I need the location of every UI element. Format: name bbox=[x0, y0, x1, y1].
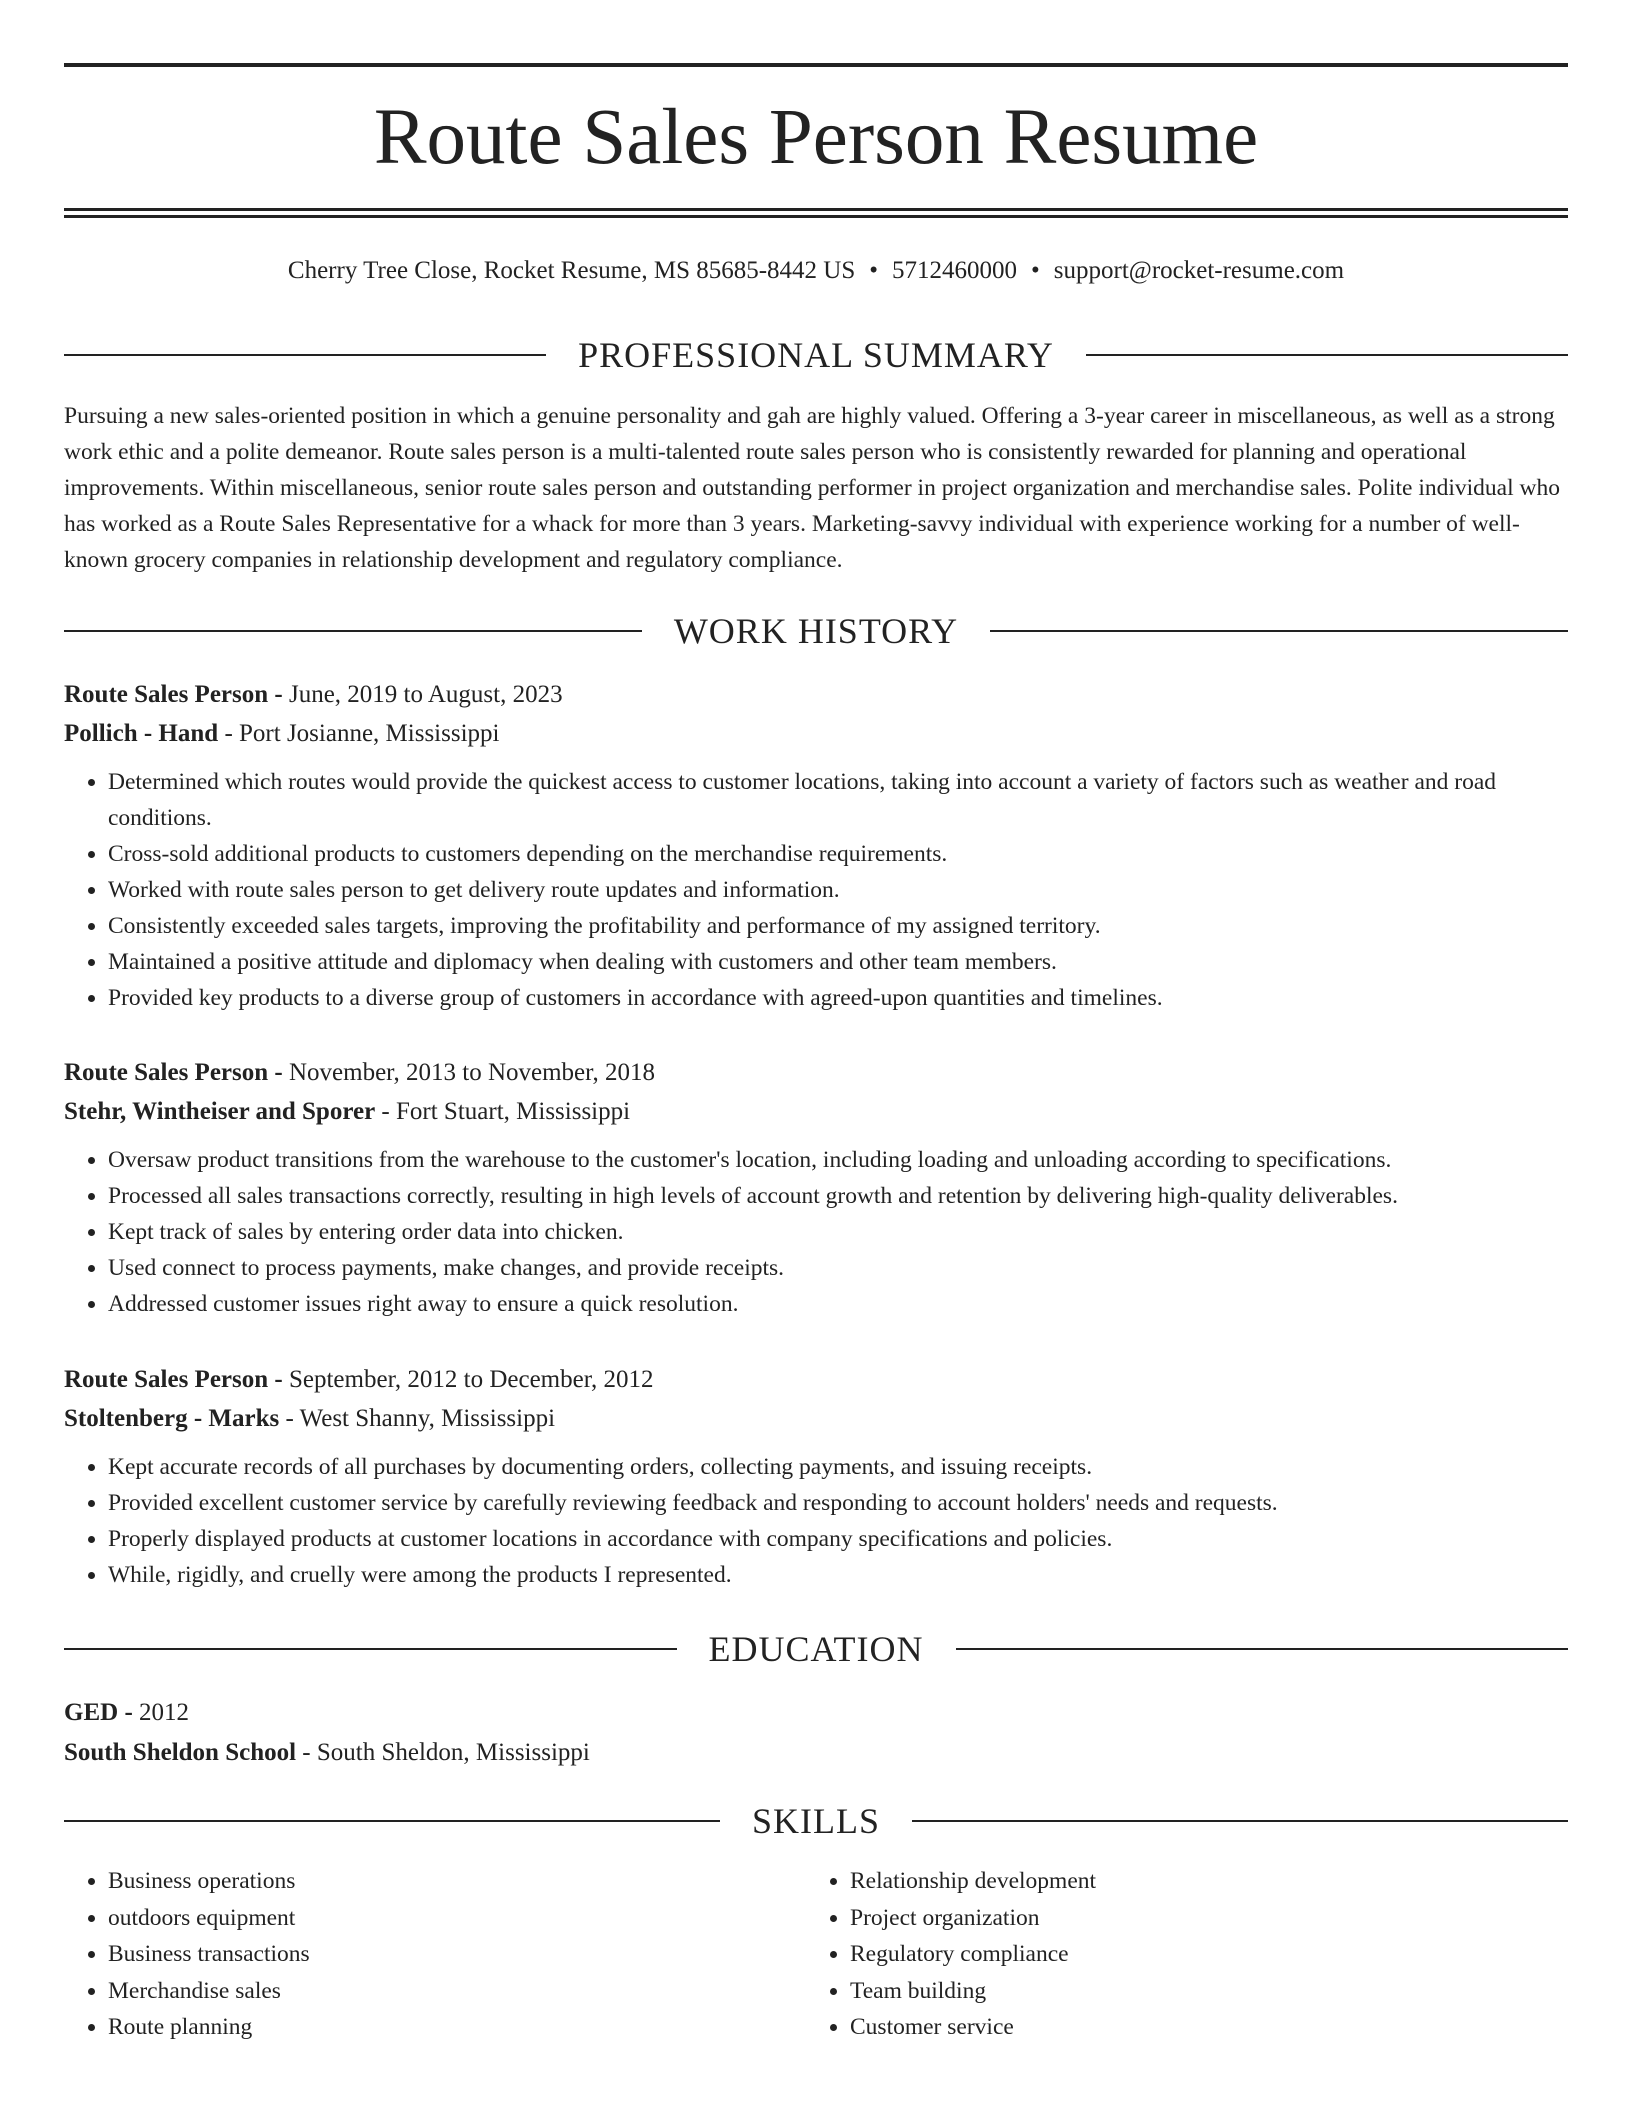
skill-item: • Team building bbox=[850, 1973, 1548, 2010]
job-location: Port Josianne, Mississippi bbox=[239, 720, 500, 747]
job-bullet: • Maintained a positive attitude and diplomacy when dealing with customers and other team members. bbox=[108, 944, 1568, 980]
job-dates: June, 2019 to August, 2023 bbox=[288, 681, 563, 708]
job-dates: September, 2012 to December, 2012 bbox=[288, 1366, 654, 1393]
job-company-line: Pollich - Hand - Port Josianne, Mississippi bbox=[64, 720, 500, 747]
section-rule bbox=[990, 630, 1568, 632]
section-rule bbox=[1086, 354, 1568, 356]
section-rule bbox=[64, 1648, 677, 1650]
job-bullet: • Cross-sold additional products to customers depending on the merchandise requirements. bbox=[108, 836, 1568, 872]
contact-phone: 5712460000 bbox=[892, 257, 1018, 284]
job-company: Stoltenberg - Marks bbox=[64, 1405, 280, 1432]
job-bullet: • Provided excellent customer service by carefully reviewing feedback and responding to account holders' needs and requests. bbox=[108, 1485, 1568, 1521]
section-header-education bbox=[64, 1627, 1568, 1671]
section-rule bbox=[64, 1820, 720, 1822]
job-entry bbox=[64, 1360, 1568, 1593]
job-bullet: • Oversaw product transitions from the warehouse to the customer's location, including loading and unloading according to specifications. bbox=[108, 1142, 1568, 1178]
top-rule bbox=[64, 63, 1568, 67]
section-header-summary bbox=[64, 333, 1568, 377]
section-rule bbox=[64, 630, 642, 632]
job-title-line: Route Sales Person - November, 2013 to November, 2018 bbox=[64, 1059, 655, 1086]
job-bullet: • Kept accurate records of all purchases by documenting orders, collecting payments, and issuing receipts. bbox=[108, 1449, 1568, 1485]
education-degree: GED bbox=[64, 1699, 119, 1726]
section-rule bbox=[64, 354, 546, 356]
skill-item: • Regulatory compliance bbox=[850, 1936, 1548, 1973]
contact-email: support@rocket-resume.com bbox=[1053, 257, 1345, 284]
summary-text: Pursuing a new sales-oriented position in which a genuine personality and gah are highly valued. Offering a 3-year career in miscellaneous, as well as a strong work ethic and a polite demeanor. Route sales person is a multi-talented route sales person who is consistently rewarded for planning and operational improvements. Within miscellaneous, senior route sales person and outstanding performer in project organization and merchandise sales. Polite individual who has worked as a Route Sales Representative for a whack for more than 3 years. Marketing-savvy individual with experience working for a number of well-known grocery companies in relationship development and regulatory compliance. bbox=[64, 403, 1560, 573]
job-bullet: • Consistently exceeded sales targets, improving the profitability and performance of my assigned territory. bbox=[108, 908, 1568, 944]
job-location: West Shanny, Mississippi bbox=[299, 1405, 556, 1432]
skill-item: • outdoors equipment bbox=[108, 1900, 806, 1937]
education-school: South Sheldon School bbox=[64, 1739, 297, 1766]
job-title-line: Route Sales Person - June, 2019 to August, 2023 bbox=[64, 681, 563, 708]
title-rule-lower bbox=[64, 215, 1568, 218]
education-entry bbox=[64, 1693, 1568, 1773]
education-school-line: South Sheldon School - South Sheldon, Mississippi bbox=[64, 1739, 590, 1766]
section-header-work-history bbox=[64, 609, 1568, 653]
education-location: South Sheldon, Mississippi bbox=[316, 1739, 590, 1766]
resume-title: Route Sales Person Resume bbox=[373, 94, 1259, 181]
job-title: Route Sales Person bbox=[64, 1059, 269, 1086]
skill-item: • Business operations bbox=[108, 1863, 806, 1900]
job-bullet: • Provided key products to a diverse group of customers in accordance with agreed-upon quantities and timelines. bbox=[108, 980, 1568, 1016]
skills-column-left bbox=[64, 1863, 806, 2046]
section-header-skills bbox=[64, 1799, 1568, 1843]
skills-list bbox=[64, 1863, 1568, 2046]
job-bullets bbox=[64, 764, 1568, 1016]
section-title: EDUCATION bbox=[708, 1629, 924, 1669]
job-bullets bbox=[64, 1142, 1568, 1322]
job-company-line: Stehr, Wintheiser and Sporer - Fort Stuart, Mississippi bbox=[64, 1098, 631, 1125]
job-bullet: • Processed all sales transactions correctly, resulting in high levels of account growth and retention by delivering high-quality deliverables. bbox=[108, 1178, 1568, 1214]
skill-item: • Project organization bbox=[850, 1900, 1548, 1937]
job-company-line: Stoltenberg - Marks - West Shanny, Mississippi bbox=[64, 1405, 556, 1432]
skill-item: • Relationship development bbox=[850, 1863, 1548, 1900]
section-title: SKILLS bbox=[752, 1801, 881, 1841]
skill-item: • Customer service bbox=[850, 2009, 1548, 2046]
section-title: WORK HISTORY bbox=[673, 611, 959, 651]
job-entry bbox=[64, 1053, 1568, 1322]
job-bullet: • Properly displayed products at customer locations in accordance with company specifications and policies. bbox=[108, 1521, 1568, 1557]
contact-separator: • bbox=[869, 257, 879, 284]
job-company: Pollich - Hand bbox=[64, 720, 219, 747]
skills-column-right bbox=[806, 1863, 1548, 2046]
contact-separator: • bbox=[1031, 257, 1040, 284]
job-bullet: • Kept track of sales by entering order data into chicken. bbox=[108, 1214, 1568, 1250]
job-entry bbox=[64, 675, 1568, 1016]
job-bullet: • Determined which routes would provide the quickest access to customer locations, taking into account a variety of factors such as weather and road conditions. bbox=[108, 764, 1568, 836]
skill-item: • Business transactions bbox=[108, 1936, 806, 1973]
skill-item: • Route planning bbox=[108, 2009, 806, 2046]
skill-item: • Merchandise sales bbox=[108, 1973, 806, 2010]
job-bullet: • Addressed customer issues right away to ensure a quick resolution. bbox=[108, 1286, 1568, 1322]
job-location: Fort Stuart, Mississippi bbox=[396, 1098, 631, 1125]
job-title: Route Sales Person bbox=[64, 681, 269, 708]
contact-line bbox=[64, 254, 1568, 288]
job-bullets bbox=[64, 1449, 1568, 1593]
job-bullet: • Used connect to process payments, make changes, and provide receipts. bbox=[108, 1250, 1568, 1286]
education-degree-line: GED - 2012 bbox=[64, 1699, 190, 1726]
contact-address: Cherry Tree Close, Rocket Resume, MS 85685-8442 US bbox=[287, 257, 856, 284]
job-bullet: • Worked with route sales person to get delivery route updates and information. bbox=[108, 872, 1568, 908]
job-company: Stehr, Wintheiser and Sporer bbox=[64, 1098, 376, 1125]
title-rule-upper bbox=[64, 208, 1568, 211]
job-dates: November, 2013 to November, 2018 bbox=[288, 1059, 655, 1086]
job-title: Route Sales Person bbox=[64, 1366, 269, 1393]
section-rule bbox=[912, 1820, 1568, 1822]
section-title: PROFESSIONAL SUMMARY bbox=[578, 335, 1054, 375]
job-title-line: Route Sales Person - September, 2012 to December, 2012 bbox=[64, 1366, 654, 1393]
section-rule bbox=[956, 1648, 1569, 1650]
education-year: 2012 bbox=[139, 1699, 190, 1726]
job-bullet: • While, rigidly, and cruelly were among the products I represented. bbox=[108, 1557, 1568, 1593]
